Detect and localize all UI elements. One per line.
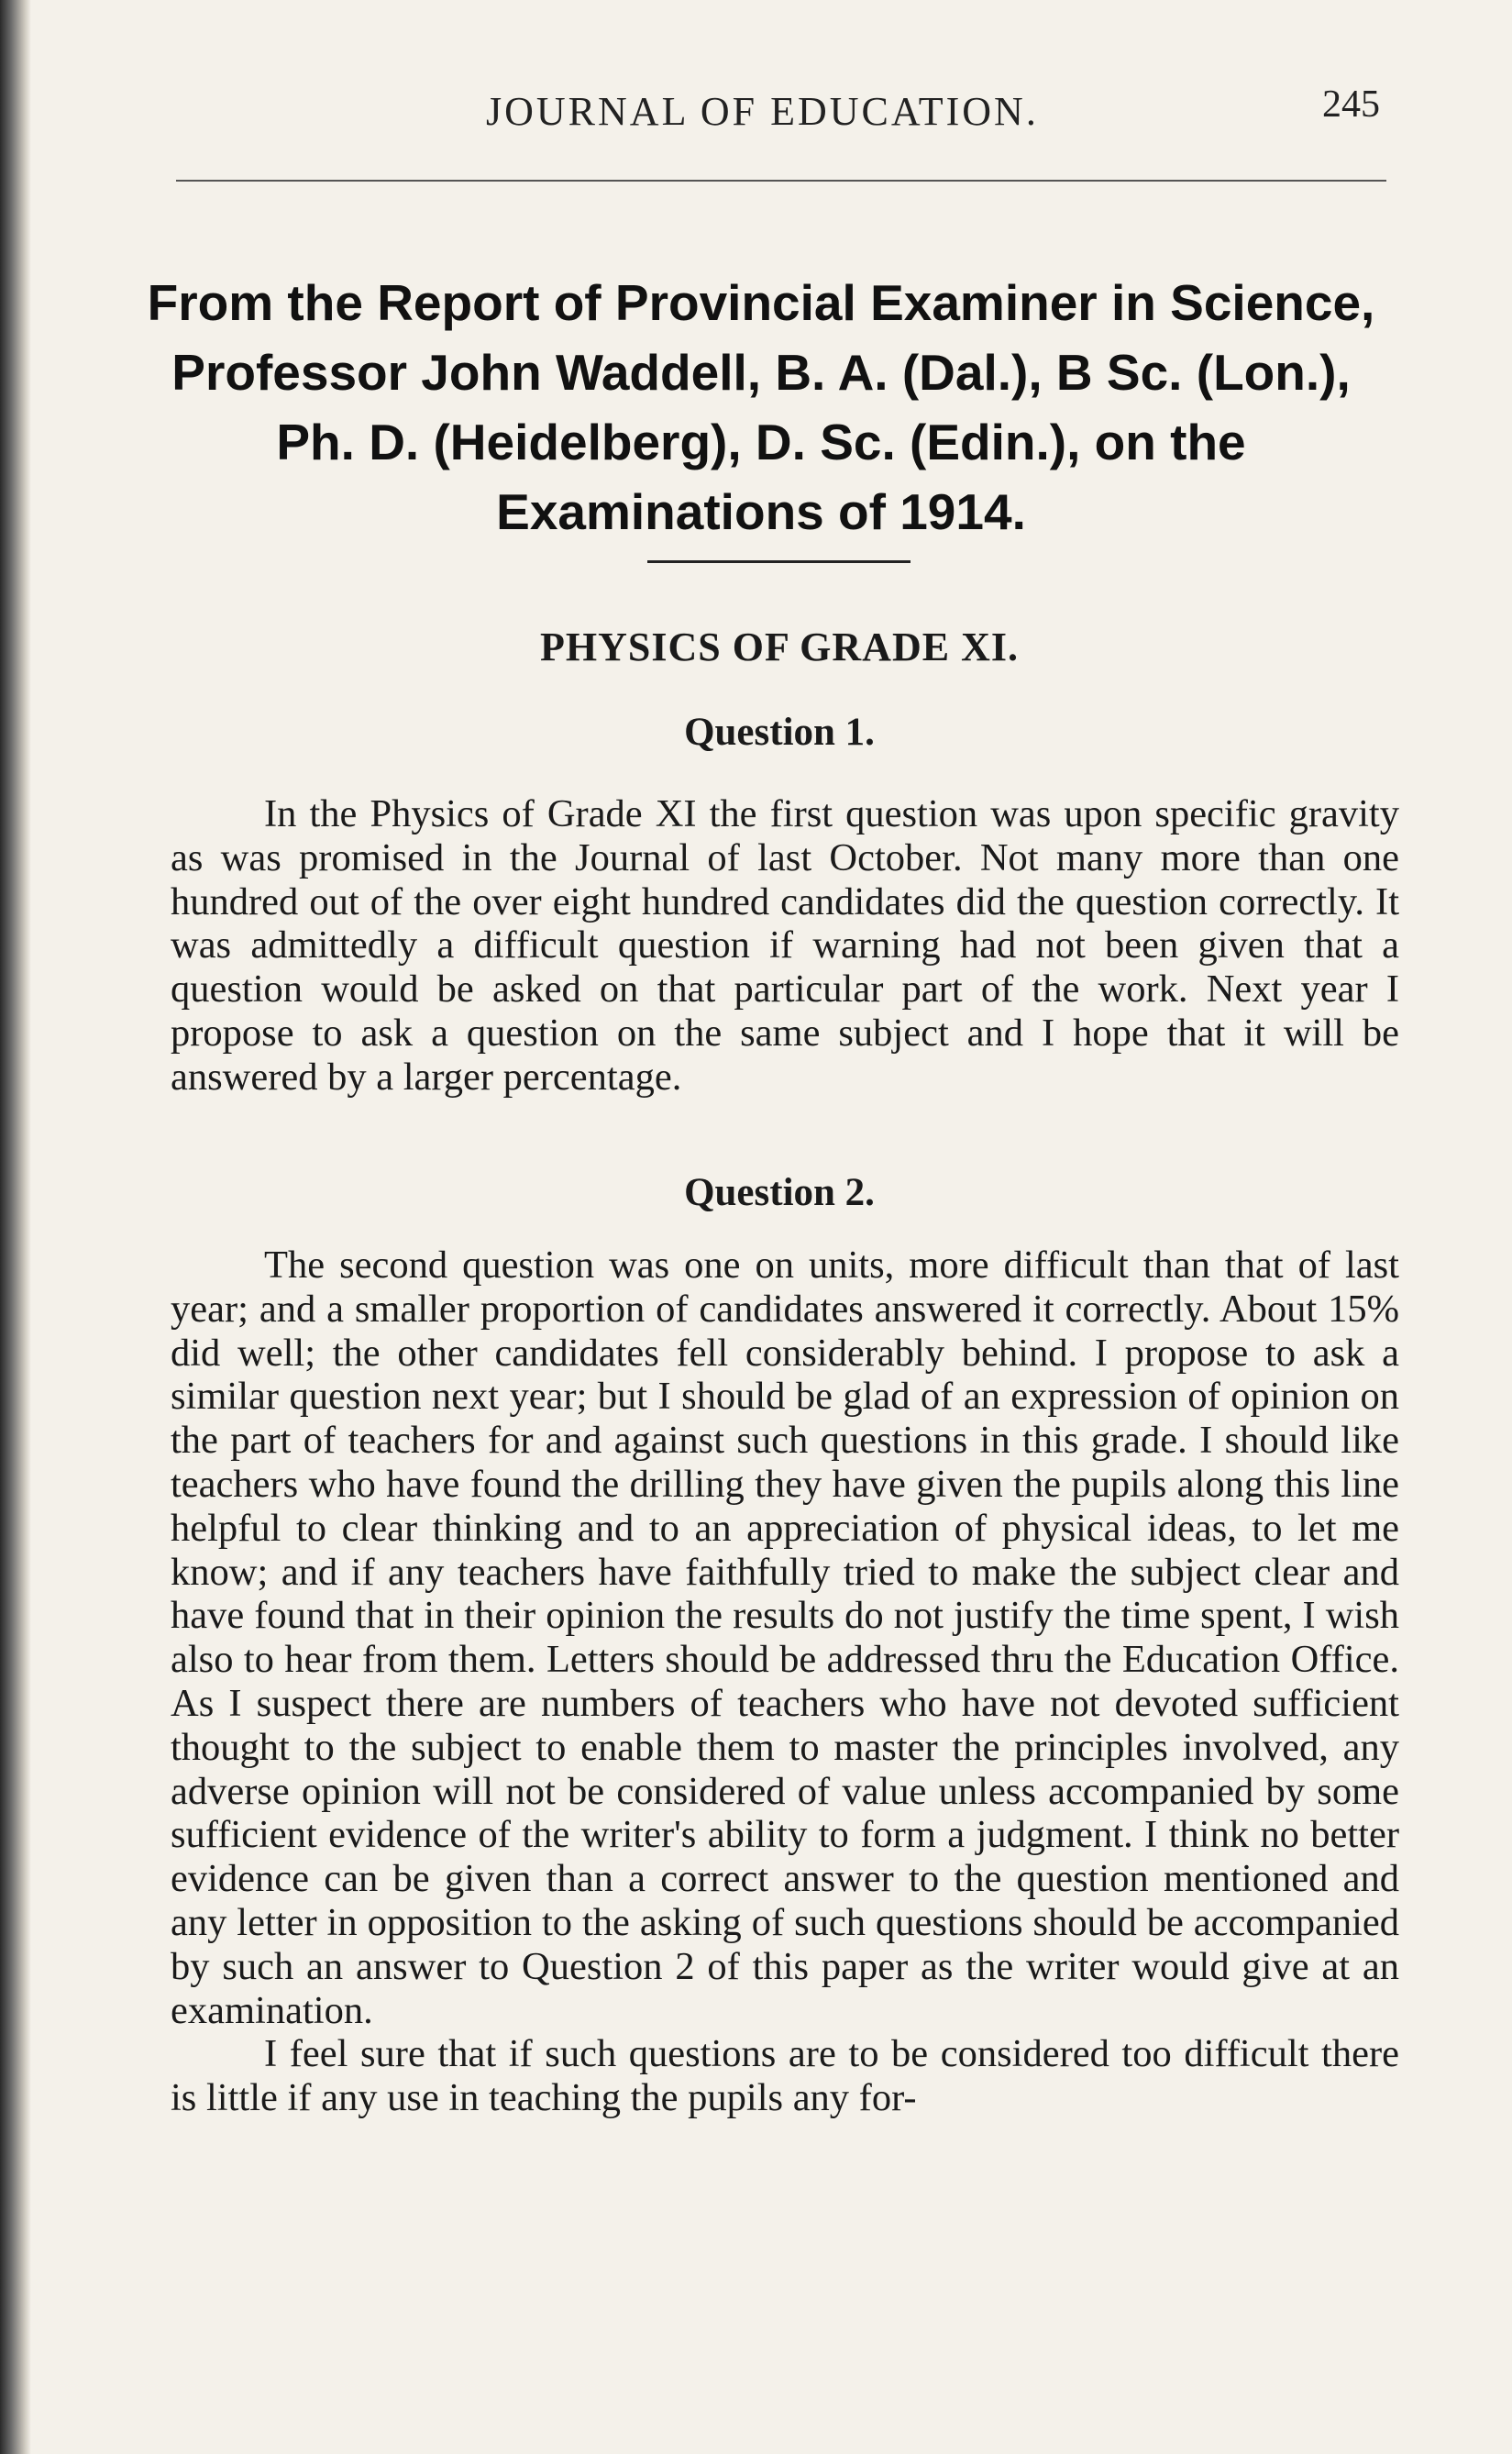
- question-2-body: [171, 1244, 1399, 2120]
- question-2-paragraph: I feel sure that if such questions are to be considered too difficult there is little if any use in teaching the pupils any for-: [171, 2032, 1399, 2120]
- question-1-paragraph: In the Physics of Grade XI the first question was upon specific gravity as was promised in the Journal of last October. Not many more than one hundred out of the over eight hundred candidates did the question correctly. It was admittedly a difficult question if warning had not been given that a question would be asked on that particular part of the work. Next year I propose to ask a question on the same subject and I hope that it will be answered by a larger percentage.: [171, 792, 1399, 1099]
- page-number: 245: [1322, 83, 1380, 126]
- section-title: PHYSICS OF GRADE XI.: [540, 625, 1019, 669]
- report-title: From the Report of Provincial Examiner in Science, Professor John Waddell, B. A. (Dal.), B Sc. (Lon.), Ph. D. (Heidelberg), D. Sc. (Edin.), on the Examinations of 1914.: [147, 274, 1375, 540]
- question-1-body: [171, 792, 1399, 1100]
- question-1-heading: Question 1.: [684, 711, 875, 754]
- header-rule: [176, 180, 1386, 182]
- question-2-heading: Question 2.: [684, 1171, 875, 1214]
- running-head: JOURNAL OF EDUCATION.: [486, 89, 1039, 134]
- question-2-paragraph: The second question was one on units, more difficult than that of last year; and a smaller proportion of candidates answered it correctly. About 15% did well; the other candidates fell considerably behind. I propose to ask a similar question next year; but I should be glad of an expression of opinion on the part of teachers for and against such questions in this grade. I should like teachers who have found the drilling they have given the pupils along this line helpful to clear thinking and to an appreciation of physical ideas, to let me know; and if any teachers have faithfully tried to make the subject clear and have found that in their opinion the results do not justify the time spent, I wish also to hear from them. Letters should be addressed thru the Education Office. As I suspect there are numbers of teachers who have not devoted sufficient thought to the subject to enable them to master the principles involved, any adverse opinion will not be considered of value unless accompanied by some sufficient evidence of the writer's ability to form a judgment. I think no better evidence can be given than a correct answer to the question mentioned and any letter in opposition to the asking of such questions should be accompanied by such an answer to Question 2 of this paper as the writer would give at an examination.: [171, 1244, 1399, 2032]
- title-divider: [647, 560, 911, 563]
